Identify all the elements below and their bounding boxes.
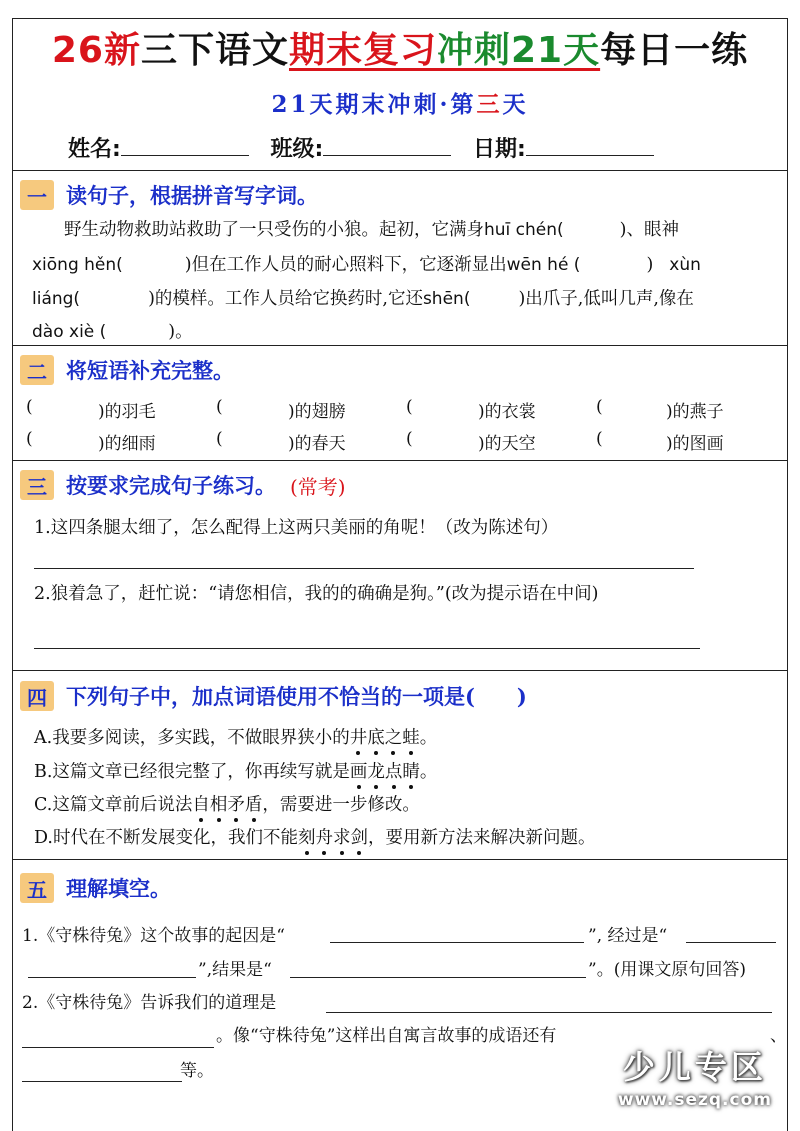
s1-text: )但在工作人员的耐心照料下，它逐渐显出 — [184, 255, 507, 275]
s2-paren: ( — [216, 397, 223, 417]
subtitle-a: 21天期末冲刺·第 — [271, 91, 477, 118]
s5-q2-line-2: 。像“守株待兔”这样出自寓言故事的成语还有 — [216, 1026, 557, 1046]
subtitle-c: 天 — [502, 91, 529, 118]
s2-item: )的燕子 — [666, 402, 724, 422]
option-text: D.时代在不断发展变化，我们不能 — [34, 828, 298, 848]
title-part-4: 冲刺21天 — [437, 30, 601, 71]
title-part-3: 期末复习 — [288, 30, 437, 71]
student-info-row — [68, 132, 668, 163]
section-2-title: 将短语补充完整。 — [66, 358, 234, 383]
section-1-header — [20, 180, 318, 210]
section-4-badge: 四 — [20, 681, 54, 711]
s2-paren: ( — [26, 429, 33, 449]
divider — [12, 859, 788, 860]
emphasis-dot-char: 睛 — [402, 758, 420, 783]
emphasis-dot-char: 舟 — [315, 824, 333, 849]
s5-q1-note: ”。(用课文原句回答) — [588, 960, 746, 980]
s1-text: )、眼神 — [619, 220, 679, 240]
s1-text: 野生动物救助站救助了一只受伤的小狼。起初，它满身 — [64, 220, 484, 240]
s4-option-c[interactable] — [34, 791, 420, 816]
page-title — [0, 22, 800, 73]
dotted-idiom — [350, 728, 420, 748]
emphasis-dot-char: 刻 — [298, 824, 316, 849]
title-part-2: 三下语文 — [140, 30, 289, 71]
option-text: B.这篇文章已经很完整了，你再续写就是 — [34, 762, 350, 782]
s5-blank-process-b[interactable] — [28, 977, 196, 978]
section-2-badge: 二 — [20, 355, 54, 385]
emphasis-dot-char: 自 — [192, 791, 210, 816]
s4-option-d[interactable] — [34, 824, 595, 849]
s2-paren: ( — [216, 429, 223, 449]
option-text: ，要用新方法来解决新问题。 — [367, 828, 596, 848]
s1-pinyin: xiōng hěn( — [32, 255, 123, 275]
emphasis-dot-char: 井 — [350, 724, 368, 749]
class-blank[interactable] — [323, 136, 451, 156]
name-label: 姓名: — [68, 137, 121, 162]
section-3-title: 按要求完成句子练习。 — [66, 473, 276, 498]
s5-q1-line-1 — [22, 921, 285, 946]
s3-question-2: 2.狼着急了，赶忙说：“请您相信，我的的确确是狗。”(改为提示语在中间) — [34, 584, 599, 604]
s5-blank-moral-a[interactable] — [326, 1012, 772, 1013]
title-part-5: 每日一练 — [600, 30, 749, 71]
s5-blank-idiom[interactable] — [22, 1081, 182, 1082]
s1-pinyin: dào xiè ( — [32, 322, 107, 342]
page-subtitle — [0, 86, 800, 119]
date-blank[interactable] — [526, 136, 654, 156]
title-part-1: 26新 — [51, 30, 141, 71]
option-text: ，需要进一步修改。 — [262, 795, 420, 815]
option-text: A.我要多阅读，多实践，不做眼界狭小的 — [34, 728, 350, 748]
s1-line-1 — [64, 216, 679, 241]
s1-pinyin: xùn — [669, 255, 701, 275]
s3-answer-line-2[interactable] — [34, 648, 700, 649]
s1-text: )的模样。工作人员给它换药时,它还 — [148, 289, 423, 309]
section-5-title: 理解填空。 — [66, 876, 171, 901]
emphasis-dot-char: 点 — [385, 758, 403, 783]
s2-item: )的翅膀 — [288, 402, 346, 422]
subtitle-day: 三 — [476, 91, 503, 118]
s5-blank-process-a[interactable] — [686, 942, 776, 943]
watermark-logo-text: 少儿专区 — [622, 1048, 767, 1086]
emphasis-dot-char: 盾 — [245, 791, 263, 816]
section-3-note: (常考) — [290, 474, 346, 499]
section-5-badge: 五 — [20, 873, 54, 903]
s2-paren: ( — [596, 429, 603, 449]
s2-paren: ( — [406, 429, 413, 449]
section-4-header — [20, 681, 527, 711]
s1-pinyin: shēn( — [422, 289, 471, 309]
dotted-idiom — [350, 762, 420, 782]
s4-option-a[interactable] — [34, 724, 437, 749]
s5-blank-cause[interactable] — [330, 942, 584, 943]
section-1-title: 读句子，根据拼音写字词。 — [66, 183, 318, 208]
class-label: 班级: — [270, 137, 324, 162]
s1-line-4 — [32, 318, 193, 343]
s5-q2-sep: 、 — [770, 1026, 787, 1046]
s2-paren: ( — [406, 397, 413, 417]
watermark-url: www.sezq.com — [617, 1090, 772, 1110]
emphasis-dot-char: 画 — [350, 758, 368, 783]
section-3-header — [20, 470, 346, 500]
s1-pinyin: liáng( — [32, 289, 81, 309]
s5-blank-moral-b[interactable] — [22, 1047, 214, 1048]
dotted-idiom — [192, 795, 262, 815]
s1-line-2 — [32, 251, 701, 276]
s1-text: )出爪子,低叫几声,像在 — [518, 289, 694, 309]
option-text: C.这篇文章前后说法 — [34, 795, 193, 815]
s3-answer-line-1[interactable] — [34, 568, 694, 569]
divider — [12, 460, 788, 461]
divider — [12, 170, 788, 171]
s2-item: )的天空 — [478, 434, 536, 454]
s2-item: )的细雨 — [98, 434, 156, 454]
emphasis-dot-char: 蛙 — [402, 724, 420, 749]
s2-paren: ( — [596, 397, 603, 417]
s2-item: )的羽毛 — [98, 402, 156, 422]
name-blank[interactable] — [121, 136, 249, 156]
emphasis-dot-char: 矛 — [227, 791, 245, 816]
s5-q2-line-1: 2.《守株待兔》告诉我们的道理是 — [22, 993, 277, 1013]
section-5-header — [20, 873, 171, 903]
emphasis-dot-char: 底 — [367, 724, 385, 749]
divider — [12, 345, 788, 346]
s2-paren: ( — [26, 397, 33, 417]
s3-question-1: 1.这四条腿太细了，怎么配得上这两只美丽的角呢！（改为陈述句） — [34, 518, 559, 538]
section-3-badge: 三 — [20, 470, 54, 500]
s5-text: 1.《守株待兔》这个故事的起因是“ — [22, 926, 285, 946]
emphasis-dot-char: 之 — [385, 724, 403, 749]
emphasis-dot-char: 剑 — [350, 824, 368, 849]
section-4-title: 下列句子中，加点词语使用不恰当的一项是( ) — [66, 684, 527, 709]
section-1-badge: 一 — [20, 180, 54, 210]
emphasis-dot-char: 龙 — [367, 758, 385, 783]
option-text: 。 — [419, 728, 438, 748]
watermark — [618, 1042, 772, 1110]
s1-text: )。 — [168, 322, 193, 342]
s5-q1-mid: ”, 经过是“ — [588, 926, 668, 946]
option-text: 。 — [419, 762, 438, 782]
dotted-idiom — [298, 828, 368, 848]
s5-blank-result[interactable] — [290, 977, 586, 978]
date-label: 日期: — [472, 137, 526, 162]
s2-item: )的图画 — [666, 434, 724, 454]
s2-item: )的衣裳 — [478, 402, 536, 422]
emphasis-dot-char: 求 — [333, 824, 351, 849]
s5-q2-end: 等。 — [180, 1061, 214, 1081]
emphasis-dot-char: 相 — [210, 791, 228, 816]
s5-q1-result-label: ”,结果是“ — [198, 960, 272, 980]
divider — [12, 670, 788, 671]
s1-pinyin: wēn hé ( — [506, 255, 581, 275]
s1-pinyin: huī chén( — [484, 220, 564, 240]
section-2-header — [20, 355, 234, 385]
s4-option-b[interactable] — [34, 758, 437, 783]
s1-text: ) — [646, 255, 654, 275]
s1-line-3 — [32, 285, 694, 310]
s2-item: )的春天 — [288, 434, 346, 454]
